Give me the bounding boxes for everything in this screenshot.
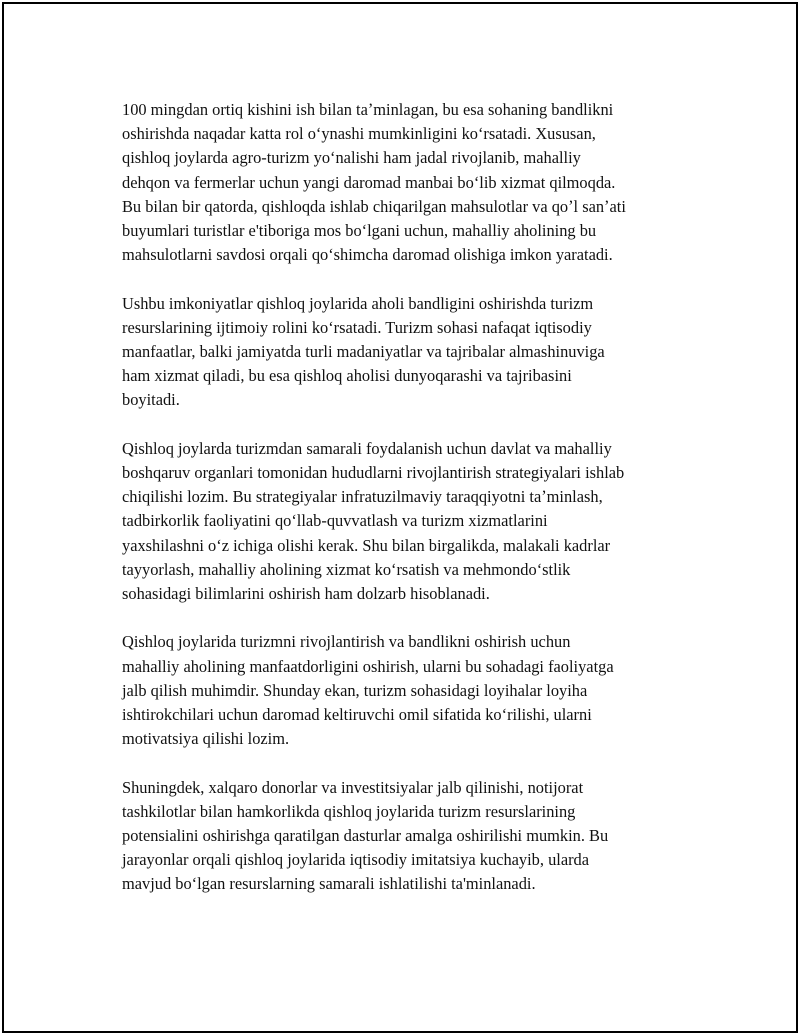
paragraph-2: Ushbu imkoniyatlar qishloq joylarida aholi bandligini oshirishda turizm resurslarining ijtimoiy rolini koʻrsatadi. Turizm sohasi nafaqat iqtisodiy manfaatlar, balki jamiyatda turli madaniyatlar va tajribalar almashinuviga ham xizmat qiladi, bu esa qishloq aholisi dunyoqarashi va tajribasini boyitadi. — [122, 293, 605, 410]
paragraph-5: Shuningdek, xalqaro donorlar va investitsiyalar jalb qilinishi, notijorat tashkilotlar bilan hamkorlikda qishloq joylarida turizm resurslarining potensialini oshirishga qaratilgan dasturlar amalga oshirilishi mumkin. Bu jarayonlar orqali qishloq joylarida iqtisodiy imitatsiya kuchayib, ularda mavjud boʻlgan resurslarning samarali ishlatilishi ta'minlanadi. — [122, 777, 609, 894]
paragraph-3: Qishloq joylarda turizmdan samarali foydalanish uchun davlat va mahalliy boshqaruv organlari tomonidan hududlarni rivojlantirish strategiyalari ishlab chiqilishi lozim. Bu strategiyalar infratuzilmaviy taraqqiyotni taʼminlash, tadbirkorlik faoliyatini qoʻllab-quvvatlash va turizm xizmatlarini yaxshilashni oʻz ichiga olishi kerak. Shu bilan birgalikda, malakali kadrlar tayyorlash, mahalliy aholining xizmat koʻrsatish va mehmondoʻstlik sohasidagi bilimlarini oshirish ham dolzarb hisoblanadi. — [122, 438, 625, 604]
document-body — [122, 98, 697, 897]
paragraph-1: 100 mingdan ortiq kishini ish bilan taʼminlagan, bu esa sohaning bandlikni oshirishda naqadar katta rol oʻynashi mumkinligini koʻrsatadi. Xususan, qishloq joylarda agro-turizm yoʻnalishi ham jadal rivojlanib, mahalliy dehqon va fermerlar uchun yangi daromad manbai boʻlib xizmat qilmoqda. Bu bilan bir qatorda, qishloqda ishlab chiqarilgan mahsulotlar va qoʼl sanʼati buyumlari turistlar e'tiboriga mos boʻlgani uchun, mahalliy aholining bu mahsulotlarni savdosi orqali qoʻshimcha daromad olishiga imkon yaratadi. — [122, 100, 626, 265]
page-border — [2, 2, 798, 1033]
paragraph-4: Qishloq joylarida turizmni rivojlantirish va bandlikni oshirish uchun mahalliy aholining manfaatdorligini oshirish, ularni bu sohadagi faoliyatga jalb qilish muhimdir. Shunday ekan, turizm sohasidagi loyihalar loyiha ishtirokchilari uchun daromad keltiruvchi omil sifatida koʻrilishi, ularni motivatsiya qilishi lozim. — [122, 632, 614, 749]
